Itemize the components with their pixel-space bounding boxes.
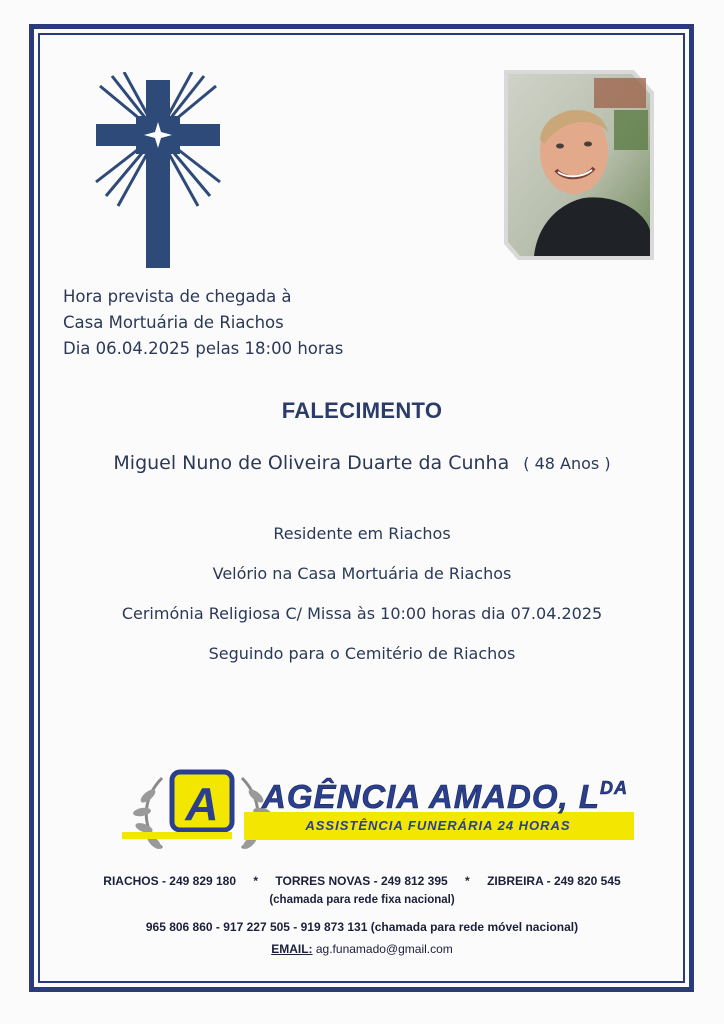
deceased-age: ( 48 Anos ) [523, 454, 611, 473]
residence-text: Residente em Riachos [273, 524, 451, 543]
agency-name: AGÊNCIA AMADO, $L^{DA}$ [262, 778, 629, 815]
landline-contacts [0, 874, 724, 888]
wake-text: Velório na Casa Mortuária de Riachos [212, 564, 512, 583]
cross-icon [92, 72, 224, 268]
arrival-info [63, 284, 343, 362]
ceremony-text: Cerimónia Religiosa C/ Missa às 10:00 horas dia 07.04.2025 [121, 604, 603, 623]
deceased-name: Miguel Nuno de Oliveira Duarte da Cunha [113, 452, 510, 474]
agency-logo [122, 758, 642, 868]
logo-emblem-letter: A [185, 778, 219, 830]
mobile-note: (chamada para rede móvel nacional) [370, 920, 579, 934]
arrival-line-3: Dia 06.04.2025 pelas 18:00 horas [63, 339, 344, 358]
burial-text: Seguindo para o Cemitério de Riachos [208, 644, 516, 663]
arrival-line-1: Hora prevista de chegada à [63, 287, 292, 306]
agency-subtitle: ASSISTÊNCIA FUNERÁRIA 24 HORAS [305, 818, 571, 833]
email-label: EMAIL: [271, 942, 313, 956]
phone-zibreira: ZIBREIRA - 249 820 545 [487, 874, 621, 888]
email-line [0, 942, 724, 956]
arrival-line-2: Casa Mortuária de Riachos [63, 313, 284, 332]
phone-torres-novas: TORRES NOVAS - 249 812 395 [275, 874, 448, 888]
email-address[interactable]: ag.funamado@gmail.com [315, 942, 453, 956]
mobile-contacts [0, 920, 724, 934]
portrait-photo [504, 70, 654, 260]
separator: * [465, 874, 470, 888]
obituary-title: FALECIMENTO [281, 398, 443, 423]
landline-note: (chamada para rede fixa nacional) [269, 894, 455, 906]
mobile-numbers: 965 806 860 - 917 227 505 - 919 873 131 [145, 920, 368, 934]
separator: * [253, 874, 259, 888]
deceased-line [0, 452, 724, 474]
phone-riachos: RIACHOS - 249 829 180 [103, 874, 237, 888]
